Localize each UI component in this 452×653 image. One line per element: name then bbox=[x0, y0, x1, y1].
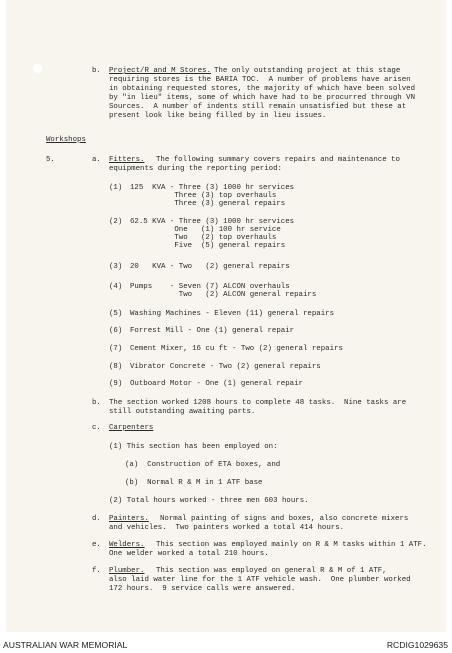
fitters-item-number: (7) bbox=[109, 345, 123, 353]
fitters-item-line: Two (2) ALCON general repairs bbox=[130, 291, 317, 299]
plumber-line: also laid water line for the 1 ATF vehicle wash. One plumber worked bbox=[109, 576, 411, 584]
fitters-item-line: Vibrator Concrete - Two (2) general repairs bbox=[130, 363, 321, 371]
fitters-item-line: Pumps - Seven (7) ALCON overhauls bbox=[130, 283, 290, 291]
para-b-letter: b. bbox=[92, 67, 101, 75]
carpenters-item1: (1) This section has been employed on: bbox=[109, 443, 278, 451]
workshops-heading: Workshops bbox=[46, 136, 86, 144]
carpenters-item2: (2) Total hours worked - three men 603 hours. bbox=[109, 497, 309, 505]
para-b-line1: The only outstanding project at this stage bbox=[214, 67, 401, 75]
fitters-letter: a. bbox=[92, 156, 101, 164]
fitters-item-line: 62.5 KVA - Three (3) 1000 hr services bbox=[130, 218, 295, 226]
fitters-item-line: Three (3) top overhauls bbox=[130, 192, 277, 200]
welders-line1: This section was employed mainly on R & M tasks within 1 ATF. bbox=[156, 541, 427, 549]
plumber-letter: f. bbox=[92, 567, 101, 575]
footer-archive-name: AUSTRALIAN WAR MEMORIAL bbox=[3, 640, 128, 650]
carpenters-letter: c. bbox=[92, 424, 101, 432]
fitters-item-line: Forrest Mill - One (1) general repair bbox=[130, 327, 295, 335]
section-b-line: The section worked 1208 hours to complete 48 tasks. Nine tasks are bbox=[109, 399, 407, 407]
fitters-item-number: (9) bbox=[109, 380, 123, 388]
fitters-item-line: Cement Mixer, 16 cu ft - Two (2) general repairs bbox=[130, 345, 343, 353]
para-b-line: Sources. A number of indents still remain unsatisfied but these at bbox=[109, 103, 407, 111]
painters-line2: and vehicles. Two painters worked a total 414 hours. bbox=[109, 524, 345, 532]
section-b-letter: b. bbox=[92, 399, 101, 407]
welders-line2: One welder worked a total 210 hours. bbox=[109, 550, 269, 558]
fitters-item-line: Washing Machines - Eleven (11) general repairs bbox=[130, 310, 335, 318]
fitters-item-line: Outboard Motor - One (1) general repair bbox=[130, 380, 303, 388]
fitters-item-number: (4) bbox=[109, 283, 123, 291]
plumber-line1: This section was employed on general R & M of 1 ATF, bbox=[156, 567, 387, 575]
footer-record-id: RCDIG1029635 bbox=[386, 640, 448, 650]
para-b-line: present look like being filled by in lieu issues. bbox=[109, 112, 327, 120]
carpenters-sub-a: (a) Construction of ETA boxes, and bbox=[125, 461, 281, 469]
fitters-item-number: (1) bbox=[109, 184, 123, 192]
fitters-item-line: 125 KVA - Three (3) 1000 hr services bbox=[130, 184, 295, 192]
para-b-line: by "in lieu" items, some of which have had to be procurred through VN bbox=[109, 94, 416, 102]
fitters-line2: equipments during the reporting period: bbox=[109, 165, 282, 173]
fitters-item-line: Five (5) general repairs bbox=[130, 242, 286, 250]
fitters-item-line: 20 KVA - Two (2) general repairs bbox=[130, 263, 290, 271]
fitters-item-line: Two (2) top overhauls bbox=[130, 234, 277, 242]
carpenters-title: Carpenters bbox=[109, 424, 154, 432]
fitters-line1: The following summary covers repairs and maintenance to bbox=[156, 156, 400, 164]
punch-hole bbox=[33, 64, 42, 73]
fitters-item-number: (3) bbox=[109, 263, 123, 271]
para-b-title: Project/R and M Stores. bbox=[109, 67, 212, 75]
painters-letter: d. bbox=[92, 515, 101, 523]
fitters-item-number: (6) bbox=[109, 327, 123, 335]
fitters-item-number: (8) bbox=[109, 363, 123, 371]
fitters-item-number: (5) bbox=[109, 310, 123, 318]
plumber-line: 172 hours. 9 service calls were answered. bbox=[109, 585, 296, 593]
section-b-line: still outstanding awaiting parts. bbox=[109, 408, 256, 416]
para-b-line: in obtaining requested stores, the majority of which have been solved bbox=[109, 85, 416, 93]
welders-letter: e. bbox=[92, 541, 101, 549]
welders-title: Welders. bbox=[109, 541, 145, 549]
plumber-title: Plumber. bbox=[109, 567, 145, 575]
painters-title: Painters. bbox=[109, 515, 149, 523]
para-5-number: 5. bbox=[46, 156, 55, 164]
painters-line1: Normal painting of signs and boxes, also concrete mixers bbox=[160, 515, 409, 523]
fitters-item-line: Three (3) general repairs bbox=[130, 200, 286, 208]
para-b-line: requiring stores is the BARIA TOC. A number of problems have arisen bbox=[109, 76, 411, 84]
fitters-title: Fitters. bbox=[109, 156, 145, 164]
fitters-item-number: (2) bbox=[109, 218, 123, 226]
carpenters-sub-b: (b) Normal R & M in 1 ATF base bbox=[125, 479, 263, 487]
fitters-item-line: One (1) 100 hr service bbox=[130, 226, 281, 234]
